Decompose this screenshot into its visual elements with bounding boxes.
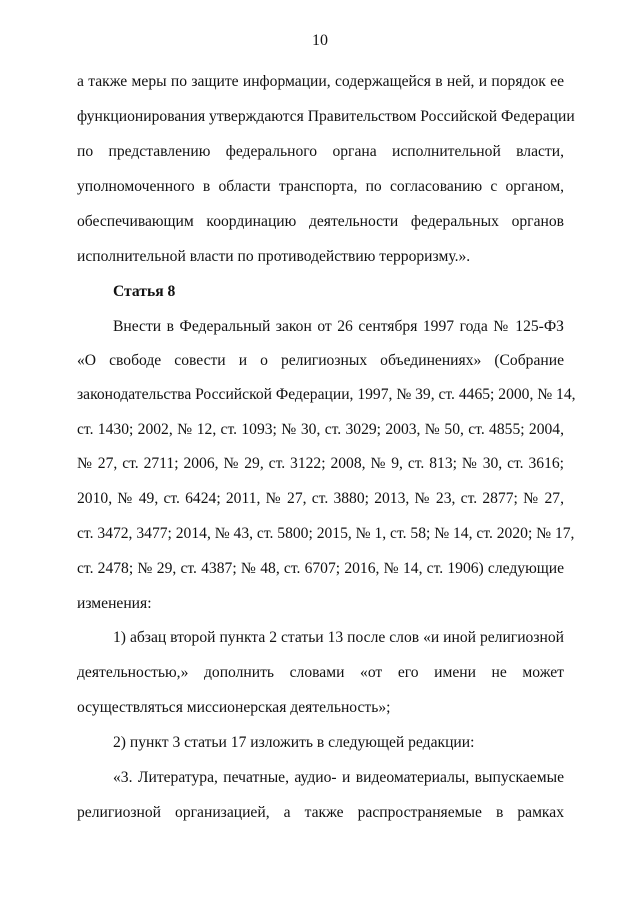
text-line: деятельностью,» дополнить словами «от его имени не может [77,664,564,681]
text-line: 1) абзац второй пункта 2 статьи 13 после слов «и иной религиозной [113,629,564,646]
text-line: ст. 2478; № 29, ст. 4387; № 48, ст. 6707; 2016, № 14, ст. 1906) следующие [77,560,564,577]
text-line: «3. Литература, печатные, аудио- и видеоматериалы, выпускаемые [113,769,564,786]
text-line: исполнительной власти по противодействию терроризму.». [77,248,471,265]
text-line: ст. 3472, 3477; 2014, № 43, ст. 5800; 2015, № 1, ст. 58; № 14, ст. 2020; № 17, [77,525,575,542]
text-line: изменения: [77,595,152,612]
text-line: религиозной организацией, а также распространяемые в рамках [77,804,564,821]
text-line: «О свободе совести и о религиозных объединениях» (Собрание [77,352,564,369]
text-line: № 27, ст. 2711; 2006, № 29, ст. 3122; 2008, № 9, ст. 813; № 30, ст. 3616; [77,455,564,472]
text-line: осуществляться миссионерская деятельность»; [77,699,391,716]
page-number: 10 [312,32,328,49]
text-line: функционирования утверждаются Правительством Российской Федерации [77,108,575,125]
text-line: по представлению федерального органа исполнительной власти, [77,143,564,160]
text-line: ст. 1430; 2002, № 12, ст. 1093; № 30, ст. 3029; 2003, № 50, ст. 4855; 2004, [77,421,564,438]
text-line: 2) пункт 3 статьи 17 изложить в следующей редакции: [113,734,475,751]
article-heading: Статья 8 [113,283,176,300]
text-line: а также меры по защите информации, содержащейся в ней, и порядок ее [77,73,564,90]
text-line: 2010, № 49, ст. 6424; 2011, № 27, ст. 3880; 2013, № 23, ст. 2877; № 27, [77,490,564,507]
text-line: Внести в Федеральный закон от 26 сентября 1997 года № 125-ФЗ [113,318,564,335]
text-line: обеспечивающим координацию деятельности федеральных органов [77,213,564,230]
text-line: уполномоченного в области транспорта, по согласованию с органом, [77,178,564,195]
text-line: законодательства Российской Федерации, 1997, № 39, ст. 4465; 2000, № 14, [77,386,576,403]
